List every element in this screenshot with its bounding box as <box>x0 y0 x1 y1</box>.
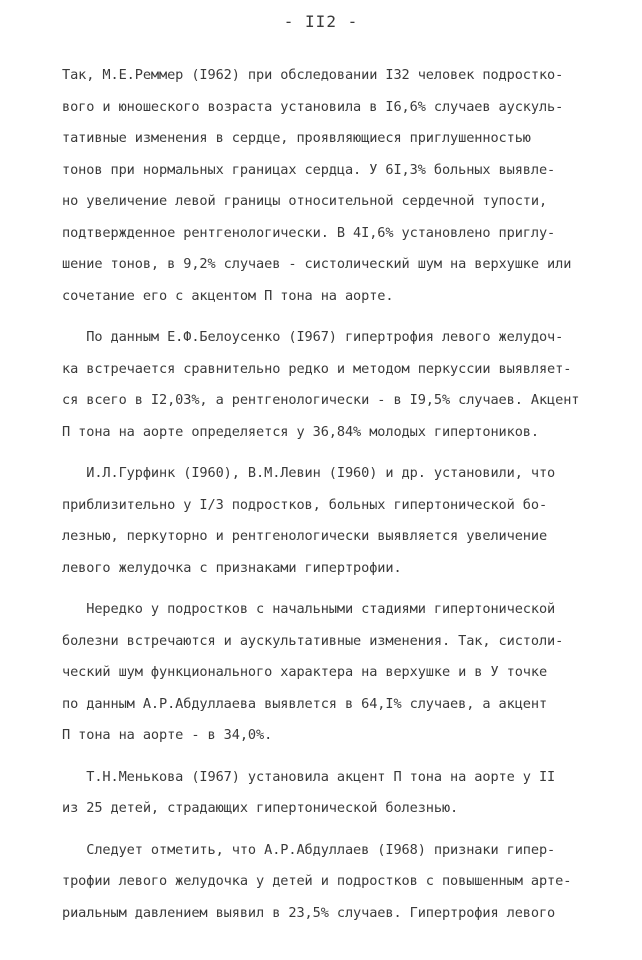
text-line: Следует отметить, что А.Р.Абдуллаев (I968) признаки гипер- <box>62 841 556 858</box>
text-line: болезни встречаются и аускультативные изменения. Так, систоли- <box>62 632 564 649</box>
paragraph-2 <box>62 322 622 448</box>
text-line: По данным Е.Ф.Белоусенко (I967) гипертрофия левого желудоч- <box>62 329 564 345</box>
page-number: - II2 - <box>283 12 359 31</box>
paragraph-1 <box>62 60 622 312</box>
text-line: тонов при нормальных границах сердца. У 6I,3% больных выявле- <box>62 161 556 178</box>
text-line: П тона на аорте - в 34,0%. <box>62 727 273 743</box>
text-line: Так, М.Е.Реммер (I962) при обследовании I32 человек подростко- <box>62 67 564 83</box>
text-line: сочетание его с акцентом П тона на аорте. <box>62 287 394 304</box>
text-line: из 25 детей, страдающих гипертонической болезнью. <box>62 800 459 816</box>
text-line: левого желудочка с признаками гипертрофии. <box>62 559 402 576</box>
text-line: по данным А.Р.Абдуллаева выявлется в 64,I% случаев, а акцент <box>62 695 548 712</box>
text-line: П тона на аорте определяется у 36,84% молодых гипертоников. <box>62 423 539 440</box>
text-line: но увеличение левой границы относительной сердечной тупости, <box>62 193 548 209</box>
text-line: Нередко у подростков с начальными стадиями гипертонической <box>62 601 556 617</box>
paragraph-4 <box>62 594 622 752</box>
text-line: трофии левого желудочка у детей и подростков с повышенным арте- <box>62 873 572 889</box>
text-line: подтвержденное рентгенологически. В 4I,6% установлено приглу- <box>62 224 556 241</box>
text-line: ка встречается сравнительно редко и методом перкуссии выявляет- <box>62 360 572 377</box>
paragraph-6 <box>62 835 622 930</box>
text-line: вого и юношеского возраста установила в I6,6% случаев аускуль- <box>62 98 564 115</box>
paragraph-3 <box>62 458 622 584</box>
text-line: Т.Н.Менькова (I967) установила акцент П тона на аорте у II <box>62 768 556 785</box>
text-line: И.Л.Гурфинк (I960), В.М.Левин (I960) и др. установили, что <box>62 465 556 481</box>
text-line: лезнью, перкуторно и рентгенологически выявляется увеличение <box>62 528 548 544</box>
text-line: шение тонов, в 9,2% случаев - систолический шум на верхушке или <box>62 256 572 272</box>
text-line: приблизительно у I/3 подростков, больных гипертонической бо- <box>62 496 548 513</box>
text-line: тативные изменения в сердце, проявляющиеся приглушенностью <box>62 130 531 146</box>
text-line: ся всего в I2,03%, а рентгенологически - в I9,5% случаев. Акцент <box>62 392 580 408</box>
paragraph-5 <box>62 762 622 825</box>
body-text <box>62 60 622 929</box>
text-line: риальным давлением выявил в 23,5% случаев. Гипертрофия левого <box>62 904 556 921</box>
text-line: ческий шум функционального характера на верхушке и в У точке <box>62 664 548 680</box>
